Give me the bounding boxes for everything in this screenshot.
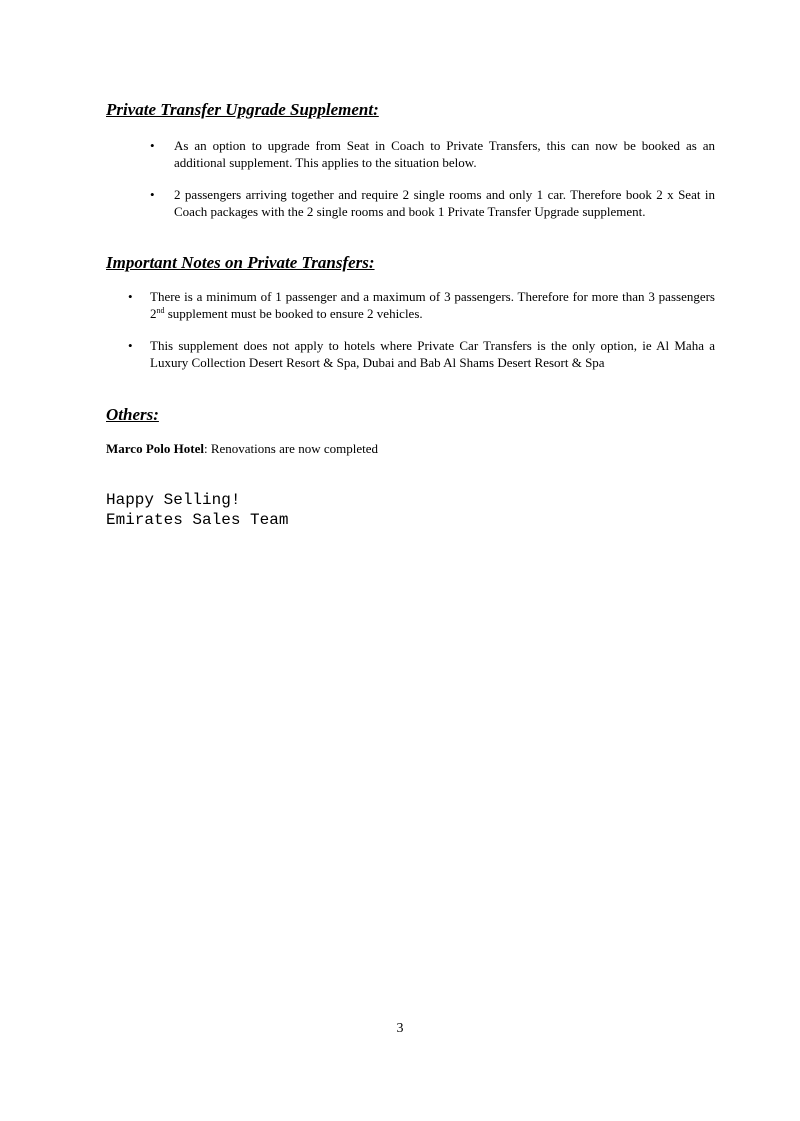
bullet-icon: •	[150, 138, 155, 153]
heading-others: Others:	[106, 405, 159, 424]
bullet-text: 2 passengers arriving together and require 2 single rooms and only 1 car. Therefore book 2 x Seat in Coach packages with the 2 single rooms and book 1 Private Transfer Upgrade supplement.	[174, 187, 715, 219]
bullet-icon: •	[150, 187, 155, 202]
page-number: 3	[396, 1021, 404, 1036]
bullet-text: As an option to upgrade from Seat in Coach to Private Transfers, this can now be booked as an additional supplement. This applies to the situation below.	[174, 138, 715, 170]
signoff	[106, 490, 288, 530]
note-separator: :	[203, 441, 208, 456]
heading-private-transfer-upgrade: Private Transfer Upgrade Supplement:	[106, 100, 379, 119]
ordinal-suffix: nd	[156, 305, 165, 315]
bullet-text-start: There is a minimum of 1 passenger and a maximum of 3 passengers. Therefore for more than 3 passengers 2	[150, 289, 715, 321]
bullet-text: This supplement does not apply to hotels where Private Car Transfers is the only option, ie Al Maha a Luxury Collection Desert Resort & Spa, Dubai and Bab Al Shams Desert Resort & Spa	[150, 338, 715, 370]
signoff-line-2: Emirates Sales Team	[106, 511, 289, 529]
bullet-text-end: supplement must be booked to ensure 2 vehicles.	[164, 305, 423, 321]
signoff-line-1: Happy Selling!	[106, 491, 241, 509]
upgrade-bullet-list	[150, 138, 715, 236]
list-item	[128, 289, 715, 322]
notes-bullet-list	[128, 289, 715, 387]
marco-polo-note	[106, 441, 378, 457]
bullet-icon: •	[128, 338, 133, 353]
note-label: Marco Polo Hotel	[106, 441, 204, 456]
list-item	[150, 187, 715, 220]
bullet-icon: •	[128, 289, 133, 304]
heading-important-notes: Important Notes on Private Transfers:	[106, 253, 375, 272]
list-item	[150, 138, 715, 171]
list-item	[128, 338, 715, 371]
note-text: Renovations are now completed	[207, 441, 378, 456]
